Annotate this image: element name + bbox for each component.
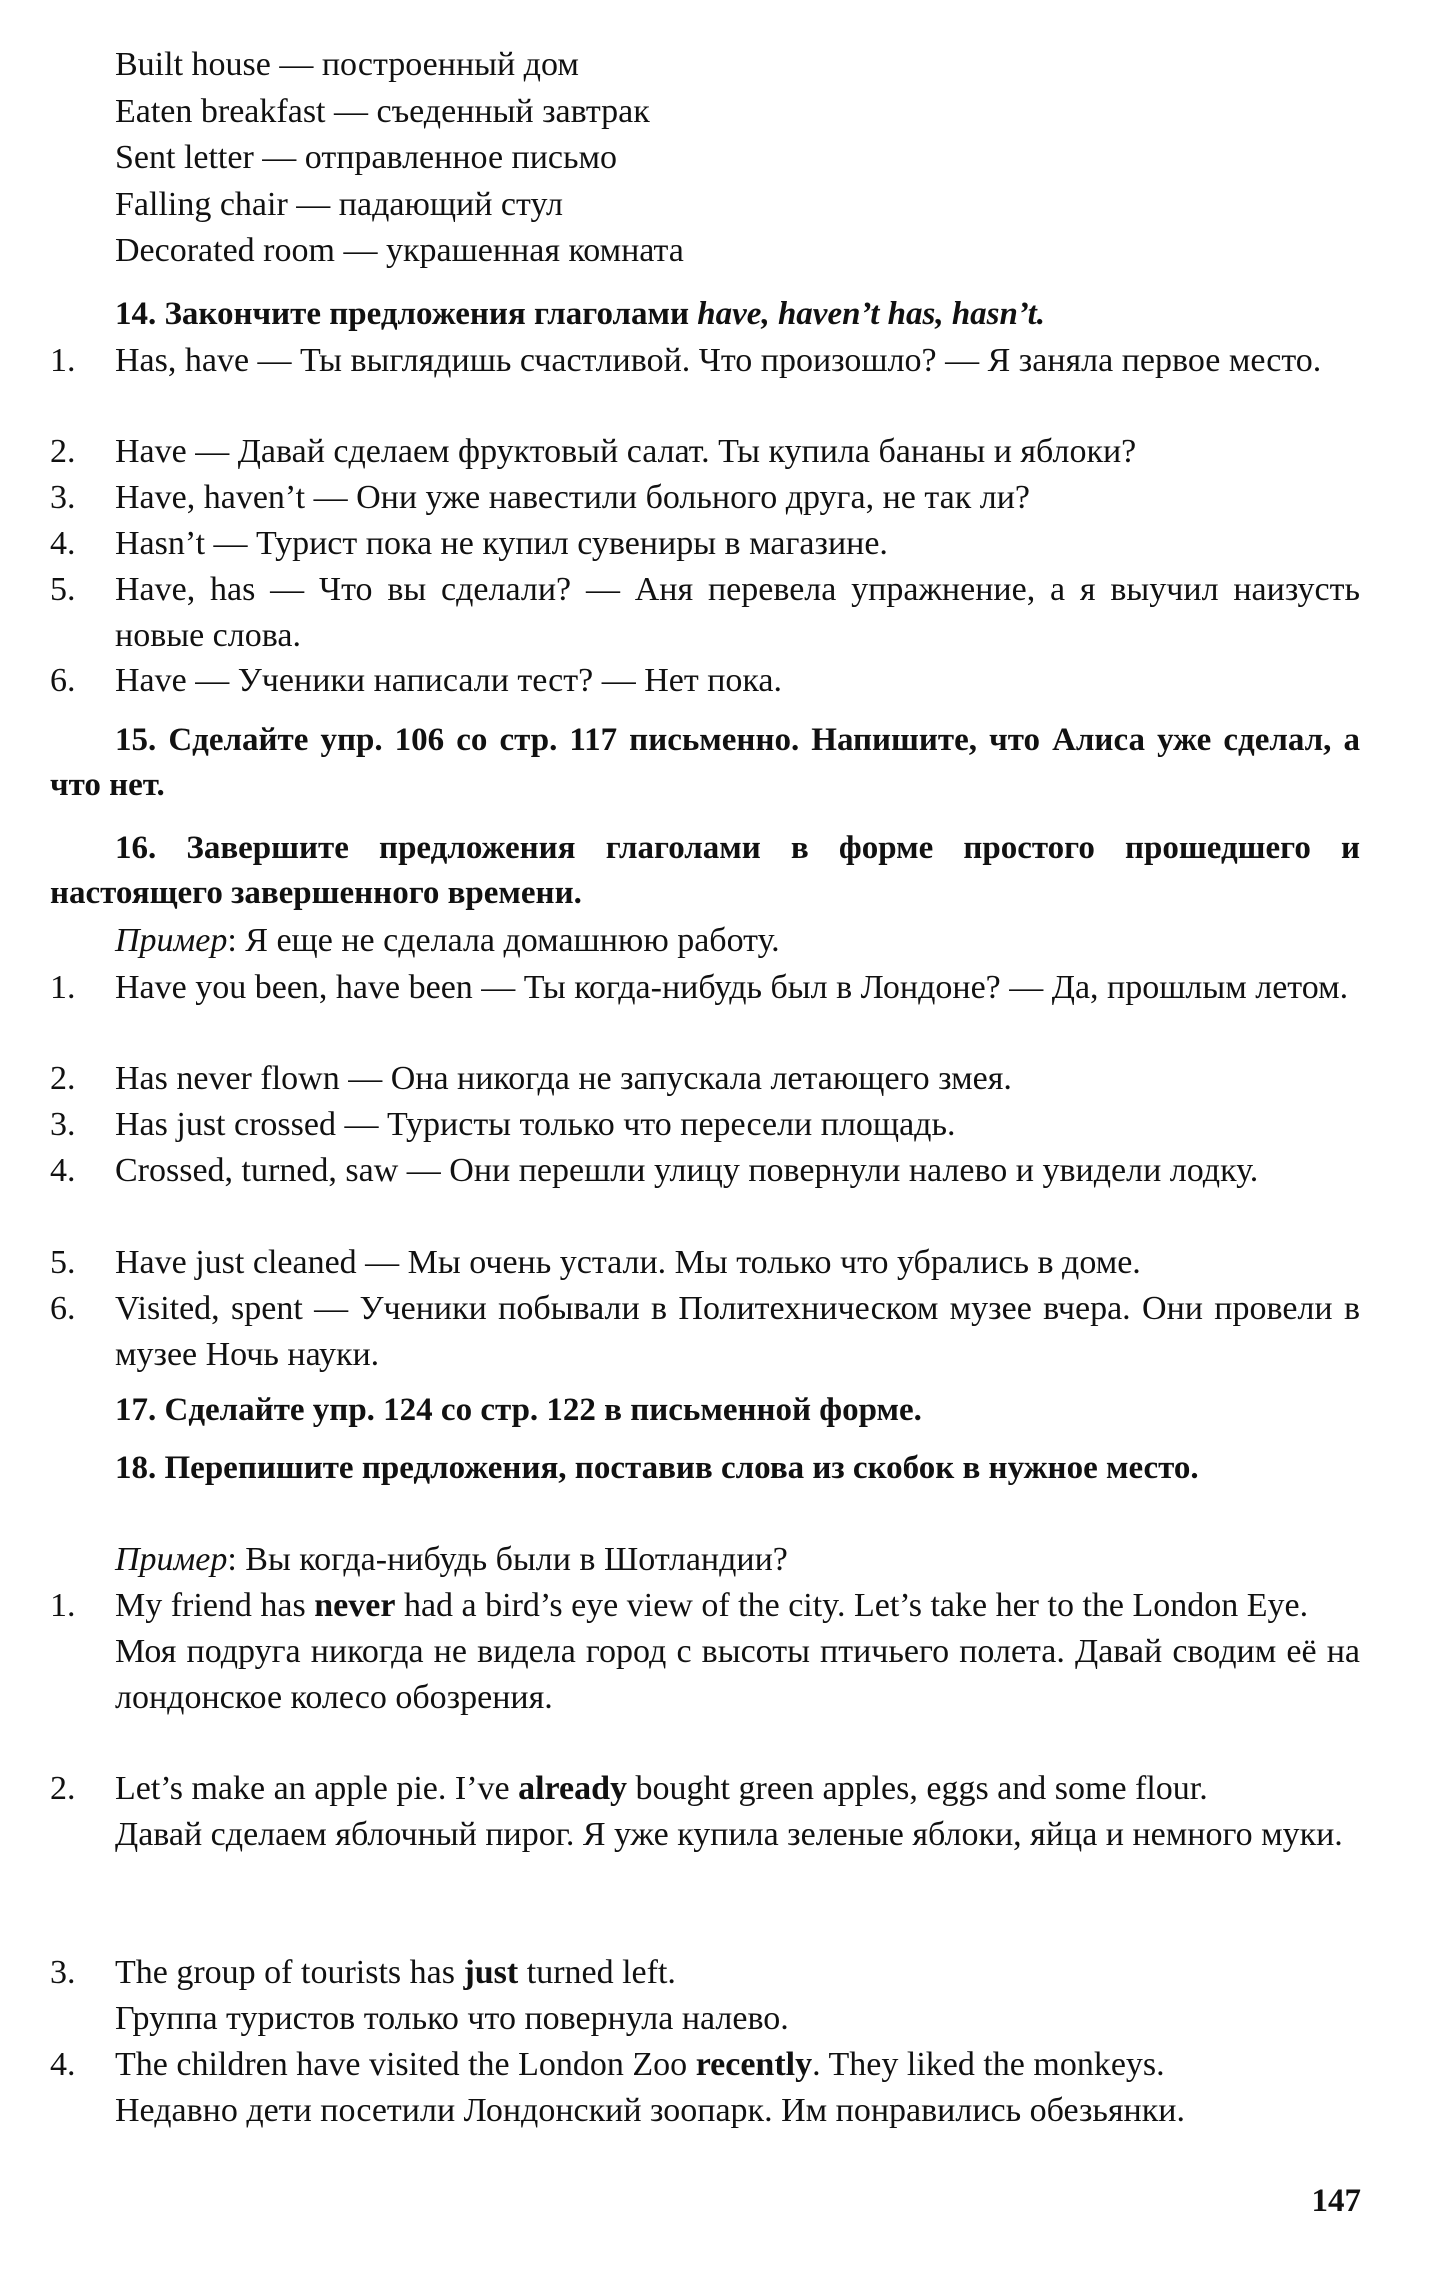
list-item: [50, 658, 1360, 704]
item-text: Have, haven’t — Они уже навестили больного друга, не так ли?: [115, 479, 1031, 516]
item-translation: Моя подруга никогда не видела город с высоты птичьего полета. Давай сводим её на лондонское колесо обозрения.: [115, 1633, 1360, 1716]
item-translation: Группа туристов только что повернула налево.: [115, 2000, 789, 2037]
item-text: Hasn’t — Турист пока не купил сувениры в магазине.: [115, 525, 888, 562]
vocab-line: Sent letter — отправленное письмо: [115, 139, 618, 176]
vocab-line: Eaten breakfast — съеденный завтрак: [115, 92, 650, 130]
item-text: Have — Ученики написали тест? — Нет пока.: [115, 662, 783, 699]
item-text: [115, 1766, 1360, 1812]
item-number: 3.: [50, 1954, 76, 1991]
item-text: Visited, spent — Ученики побывали в Политехническом музее вчера. Они провели в музее Ночь науки.: [115, 1290, 1360, 1373]
item-text: Have you been, have been — Ты когда-нибудь был в Лондоне? — Да, прошлым летом.: [115, 969, 1349, 1006]
exercise-17-title: 17. Сделайте упр. 124 со стр. 122 в письменной форме.: [115, 1392, 922, 1428]
vocab-line: Decorated room — украшенная комната: [115, 232, 684, 269]
sentence-start: The children have visited the London Zoo: [115, 2046, 696, 2083]
item-text: [115, 1583, 1360, 1629]
inserted-word: recently: [695, 2046, 813, 2083]
item-number: 4.: [50, 2046, 76, 2083]
example-label: Пример: [115, 1541, 228, 1578]
list-item: [50, 475, 1360, 521]
list-item: [50, 1240, 1360, 1286]
sentence-end: turned left.: [518, 1954, 676, 1991]
list-item: [50, 1286, 1360, 1378]
item-number: 1.: [50, 969, 76, 1006]
list-item: [50, 965, 1360, 1011]
item-number: 5.: [50, 571, 76, 608]
inserted-word: just: [463, 1954, 519, 1991]
sentence-start: My friend has: [115, 1587, 315, 1624]
exercise-14-title-text: 14. Закончите предложения глаголами: [115, 296, 698, 332]
exercise-14-title-verbs: have, haven’t has, hasn’t.: [697, 296, 1046, 332]
list-item: [50, 1102, 1360, 1148]
item-number: 6.: [50, 662, 76, 699]
vocab-list: [115, 42, 684, 275]
item-number: 3.: [50, 1106, 76, 1143]
item-text: Has just crossed — Туристы только что пересели площадь.: [115, 1106, 956, 1143]
exercise-16-title: 16. Завершите предложения глаголами в форме простого прошедшего и настоящего завершенного времени.: [50, 830, 1360, 911]
item-number: 2.: [50, 1060, 76, 1097]
item-translation: Давай сделаем яблочный пирог. Я уже купила зеленые яблоки, яйца и немного муки.: [115, 1816, 1343, 1853]
sentence-start: The group of tourists has: [115, 1954, 464, 1991]
exercise-15-title: 15. Сделайте упр. 106 со стр. 117 письменно. Напишите, что Алиса уже сделал, а что нет.: [50, 722, 1360, 803]
item-text: Have just cleaned — Мы очень устали. Мы только что убрались в доме.: [115, 1244, 1141, 1281]
item-number: 4.: [50, 525, 76, 562]
exercise-18-title: 18. Перепишите предложения, поставив слова из скобок в нужное место.: [115, 1450, 1199, 1486]
item-translation: Недавно дети посетили Лондонский зоопарк. Им понравились обезьянки.: [115, 2092, 1185, 2129]
item-number: 1.: [50, 1587, 76, 1624]
item-text: Crossed, turned, saw — Они перешли улицу повернули налево и увидели лодку.: [115, 1152, 1259, 1189]
vocab-line: Falling chair — падающий стул: [115, 185, 563, 223]
list-item: [50, 1766, 1360, 1858]
item-number: 2.: [50, 1770, 76, 1807]
item-number: 2.: [50, 433, 76, 470]
item-text: Has, have — Ты выглядишь счастливой. Что произошло? — Я заняла первое место.: [115, 342, 1322, 379]
exercise-16-example: [115, 918, 780, 964]
exercise-14-title: [50, 292, 1360, 337]
list-item: [50, 567, 1360, 659]
sentence-end: . They liked the monkeys.: [812, 2046, 1165, 2083]
item-text: Has never flown — Она никогда не запускала летающего змея.: [115, 1060, 1012, 1097]
list-item: [50, 521, 1360, 567]
item-number: 5.: [50, 1244, 76, 1281]
item-text: Have, has — Что вы сделали? — Аня перевела упражнение, а я выучил наизусть новые слова.: [115, 571, 1360, 654]
list-item: [50, 2042, 1360, 2134]
item-text: [115, 1950, 1360, 1996]
vocab-line: Built house — построенный дом: [115, 46, 579, 83]
list-item: [50, 338, 1360, 384]
sentence-end: had a bird’s eye view of the city. Let’s take her to the London Eye.: [395, 1587, 1309, 1624]
example-label: Пример: [115, 922, 228, 959]
example-text: : Я еще не сделала домашнюю работу.: [227, 922, 780, 959]
sentence-start: Let’s make an apple pie. I’ve: [115, 1770, 519, 1807]
list-item: [50, 1583, 1360, 1721]
list-item: [50, 1950, 1360, 2042]
item-number: 3.: [50, 479, 76, 516]
item-text: Have — Давай сделаем фруктовый салат. Ты купила бананы и яблоки?: [115, 433, 1137, 470]
item-number: 4.: [50, 1152, 76, 1189]
inserted-word: already: [518, 1770, 628, 1807]
sentence-end: bought green apples, eggs and some flour.: [627, 1770, 1208, 1807]
item-number: 6.: [50, 1290, 76, 1327]
list-item: [50, 429, 1360, 475]
inserted-word: never: [314, 1587, 396, 1624]
item-text: [115, 2042, 1360, 2088]
list-item: [50, 1148, 1360, 1194]
exercise-18-example: [115, 1537, 788, 1583]
page-number: 147: [1311, 2183, 1361, 2219]
example-text: : Вы когда-нибудь были в Шотландии?: [227, 1541, 788, 1578]
list-item: [50, 1056, 1360, 1102]
item-number: 1.: [50, 342, 76, 379]
